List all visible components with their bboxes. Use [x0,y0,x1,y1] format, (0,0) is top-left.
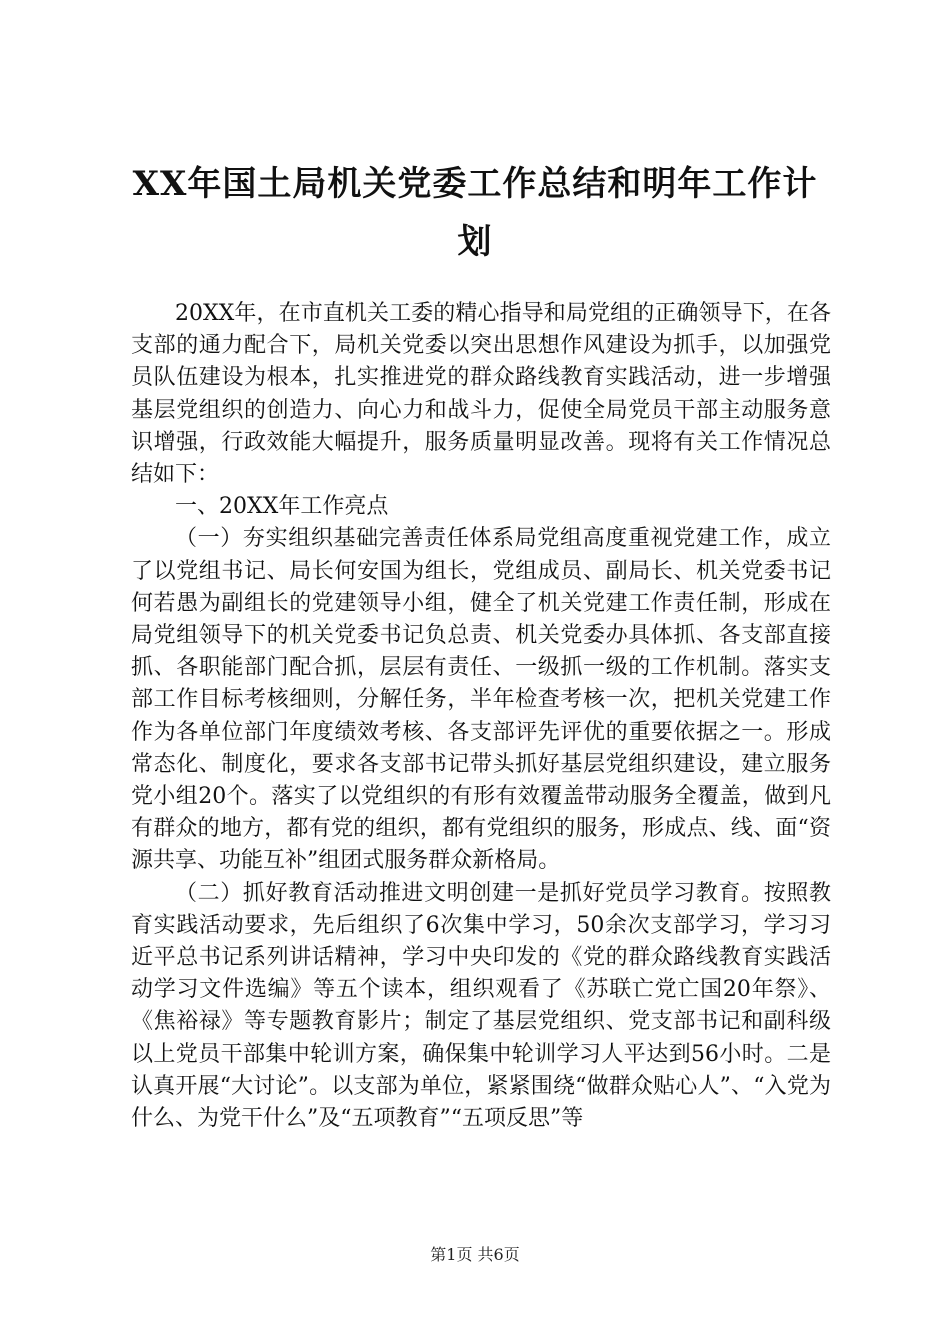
document-title-line-1: XX年国土局机关党委工作总结和明年工作计 [132,164,818,204]
intro-paragraph: 20XX年，在市直机关工委的精心指导和局党组的正确领导下，在各支部的通力配合下，局机关党委以突出思想作风建设为抓手，以加强党员队伍建设为根本，扎实推进党的群众路线教育实践活动，进一步增强基层党组织的创造力、向心力和战斗力，促使全局党员干部主动服务意识增强，行政效能大幅提升，服务质量明显改善。现将有关工作情况总结如下： [131,301,831,488]
document-body [131,298,831,1135]
paragraph-organization: （一）夯实组织基础完善责任体系局党组高度重视党建工作，成立了以党组书记、局长何安国为组长，党组成员、副局长、机关党委书记何若愚为副组长的党建领导小组，健全了机关党建工作责任制，形成在局党组领导下的机关党委书记负总责、机关党委办具体抓、各支部直接抓、各职能部门配合抓，层层有责任、一级抓一级的工作机制。落实支部工作目标考核细则，分解任务，半年检查考核一次，把机关党建工作作为各单位部门年度绩效考核、各支部评先评优的重要依据之一。形成常态化、制度化，要求各支部书记带头抓好基层党组织建设，建立服务党小组20个。落实了以党组织的有形有效覆盖带动服务全覆盖，做到凡有群众的地方，都有党的组织，都有党组织的服务，形成点、线、面“资源共享、功能互补”组团式服务群众新格局。 [131,526,831,874]
section-heading: 一、20XX年工作亮点 [175,494,389,520]
document-title-line-2: 划 [457,222,493,262]
paragraph-education: （二）抓好教育活动推进文明创建一是抓好党员学习教育。按照教育实践活动要求，先后组织了6次集中学习，50余次支部学习，学习习近平总书记系列讲话精神，学习中央印发的《党的群众路线教育实践活动学习文件选编》等五个读本，组织观看了《苏联亡党亡国20年祭》、《焦裕禄》等专题教育影片；制定了基层党组织、党支部书记和副科级以上党员干部集中轮训方案，确保集中轮训学习人平达到56小时。二是认真开展“大讨论”。以支部为单位，紧紧围绕“做群众贴心人”、“入党为什么、为党干什么”及“五项教育”“五项反思”等 [131,880,831,1132]
page-footer: 第1页 共6页 [430,1245,520,1264]
